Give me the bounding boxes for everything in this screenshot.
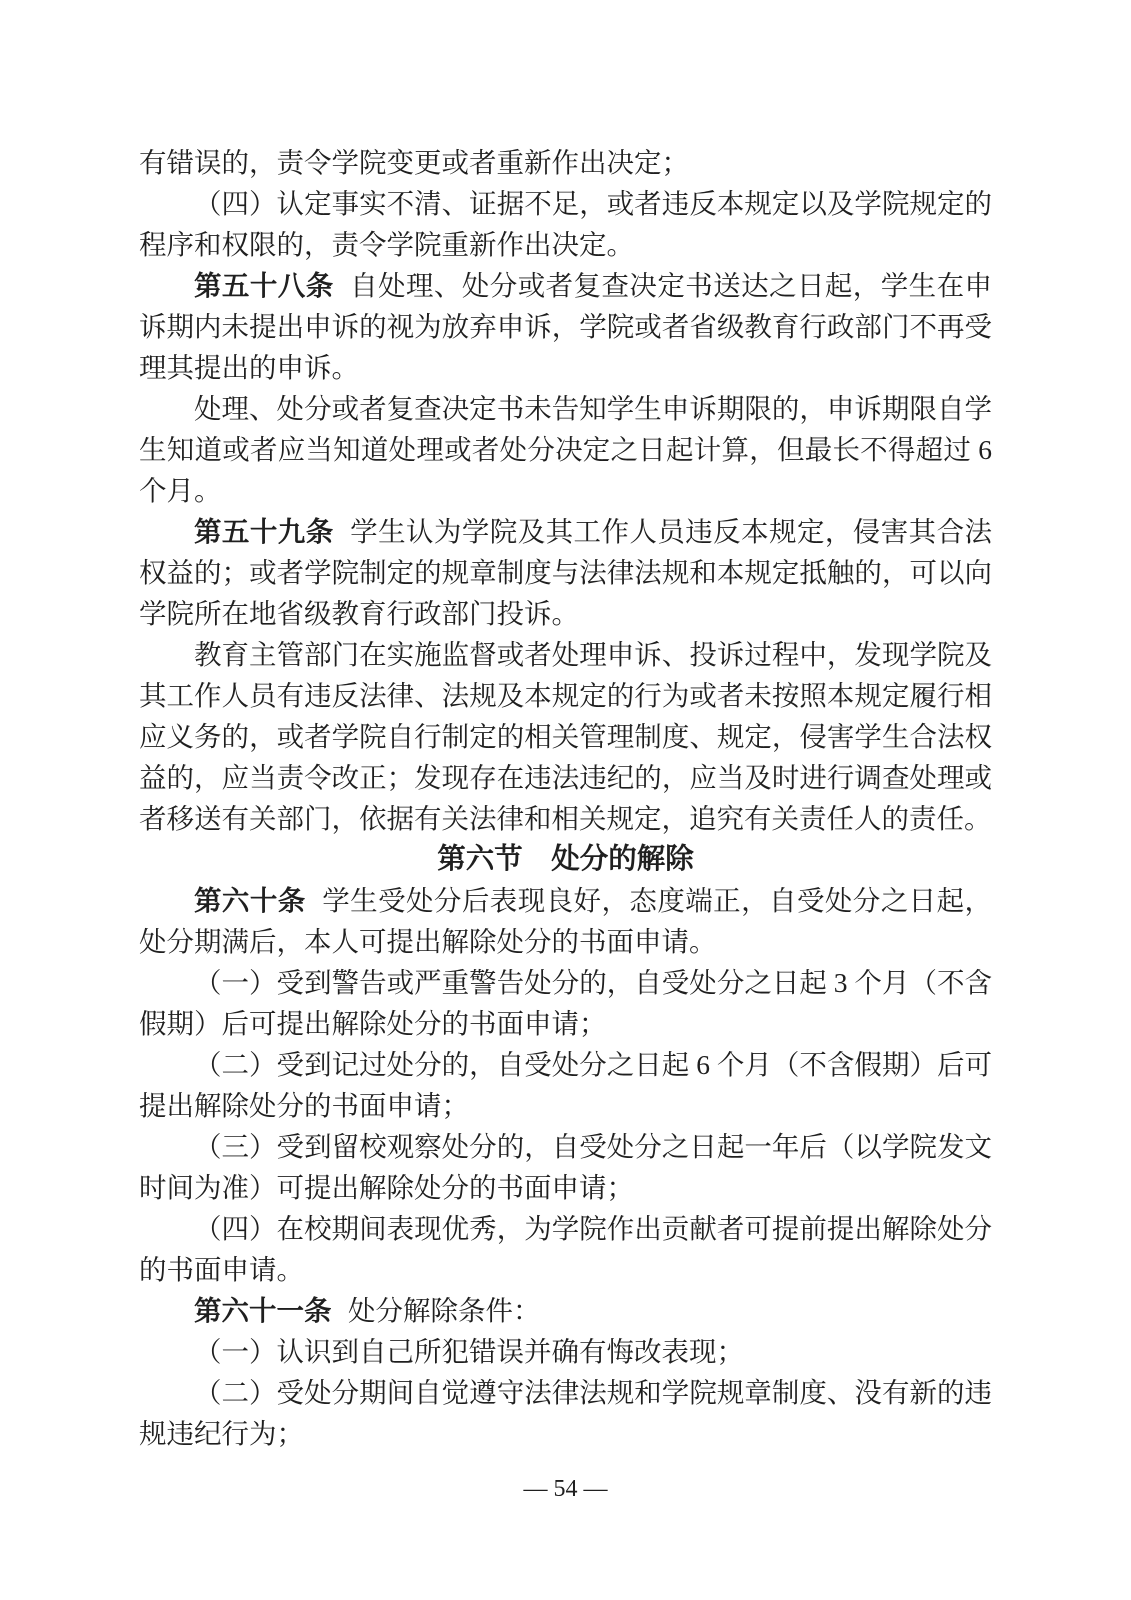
paragraph <box>139 183 992 265</box>
paragraph <box>139 1290 992 1331</box>
paragraph <box>139 388 992 511</box>
article-number: 第六十一条 <box>194 1295 332 1326</box>
paragraph-text: 教育主管部门在实施监督或者处理申诉、投诉过程中，发现学院及其工作人员有违反法律、法规及本规定的行为或者未按照本规定履行相应义务的，或者学院自行制定的相关管理制度、规定，侵害学生合法权益的，应当责令改正；发现存在违法违纪的，应当及时进行调查处理或者移送有关部门，依据有关法律和相关规定，追究有关责任人的责任。 <box>139 639 992 834</box>
paragraph-text: 学生认为学院及其工作人员违反本规定，侵害其合法权益的；或者学院制定的规章制度与法律法规和本规定抵触的，可以向学院所在地省级教育行政部门投诉。 <box>139 516 993 629</box>
paragraph <box>139 962 992 1044</box>
article-number: 第五十八条 <box>194 270 334 301</box>
paragraph-text: 学生受处分后表现良好，态度端正，自受处分之日起，处分期满后，本人可提出解除处分的书面申请。 <box>139 885 993 957</box>
paragraph-text: 处分解除条件： <box>348 1295 541 1326</box>
section-heading: 第六节 处分的解除 <box>437 844 694 875</box>
paragraph <box>139 142 992 183</box>
article-number: 第五十九条 <box>194 516 334 547</box>
paragraph <box>139 511 992 634</box>
paragraph <box>139 1372 992 1454</box>
paragraph-text: （一）认识到自己所犯错误并确有悔改表现； <box>194 1336 744 1367</box>
paragraph <box>139 634 992 839</box>
paragraph-text: （二）受处分期间自觉遵守法律法规和学院规章制度、没有新的违规违纪行为； <box>139 1377 992 1449</box>
document-body <box>139 142 992 1454</box>
article-number: 第六十条 <box>194 885 306 916</box>
paragraph-text: （四）在校期间表现优秀，为学院作出贡献者可提前提出解除处分的书面申请。 <box>139 1213 992 1285</box>
page-number: — 54 — <box>523 1476 608 1502</box>
paragraph-text: 处理、处分或者复查决定书未告知学生申诉期限的，申诉期限自学生知道或者应当知道处理或者处分决定之日起计算，但最长不得超过 6 个月。 <box>139 393 992 506</box>
paragraph <box>139 1208 992 1290</box>
paragraph-text: 有错误的，责令学院变更或者重新作出决定； <box>139 147 689 178</box>
paragraph-text: （二）受到记过处分的，自受处分之日起 6 个月（不含假期）后可提出解除处分的书面申请； <box>139 1049 992 1121</box>
paragraph <box>139 1044 992 1126</box>
paragraph <box>139 1126 992 1208</box>
paragraph <box>139 1331 992 1372</box>
paragraph-text: （四）认定事实不清、证据不足，或者违反本规定以及学院规定的程序和权限的，责令学院重新作出决定。 <box>139 188 992 260</box>
paragraph <box>139 880 992 962</box>
paragraph-text: （一）受到警告或严重警告处分的，自受处分之日起 3 个月（不含假期）后可提出解除处分的书面申请； <box>139 967 992 1039</box>
paragraph <box>139 265 992 388</box>
paragraph-text: 自处理、处分或者复查决定书送达之日起，学生在申诉期内未提出申诉的视为放弃申诉，学院或者省级教育行政部门不再受理其提出的申诉。 <box>139 270 993 383</box>
paragraph-text: （三）受到留校观察处分的，自受处分之日起一年后（以学院发文时间为准）可提出解除处分的书面申请； <box>139 1131 992 1203</box>
